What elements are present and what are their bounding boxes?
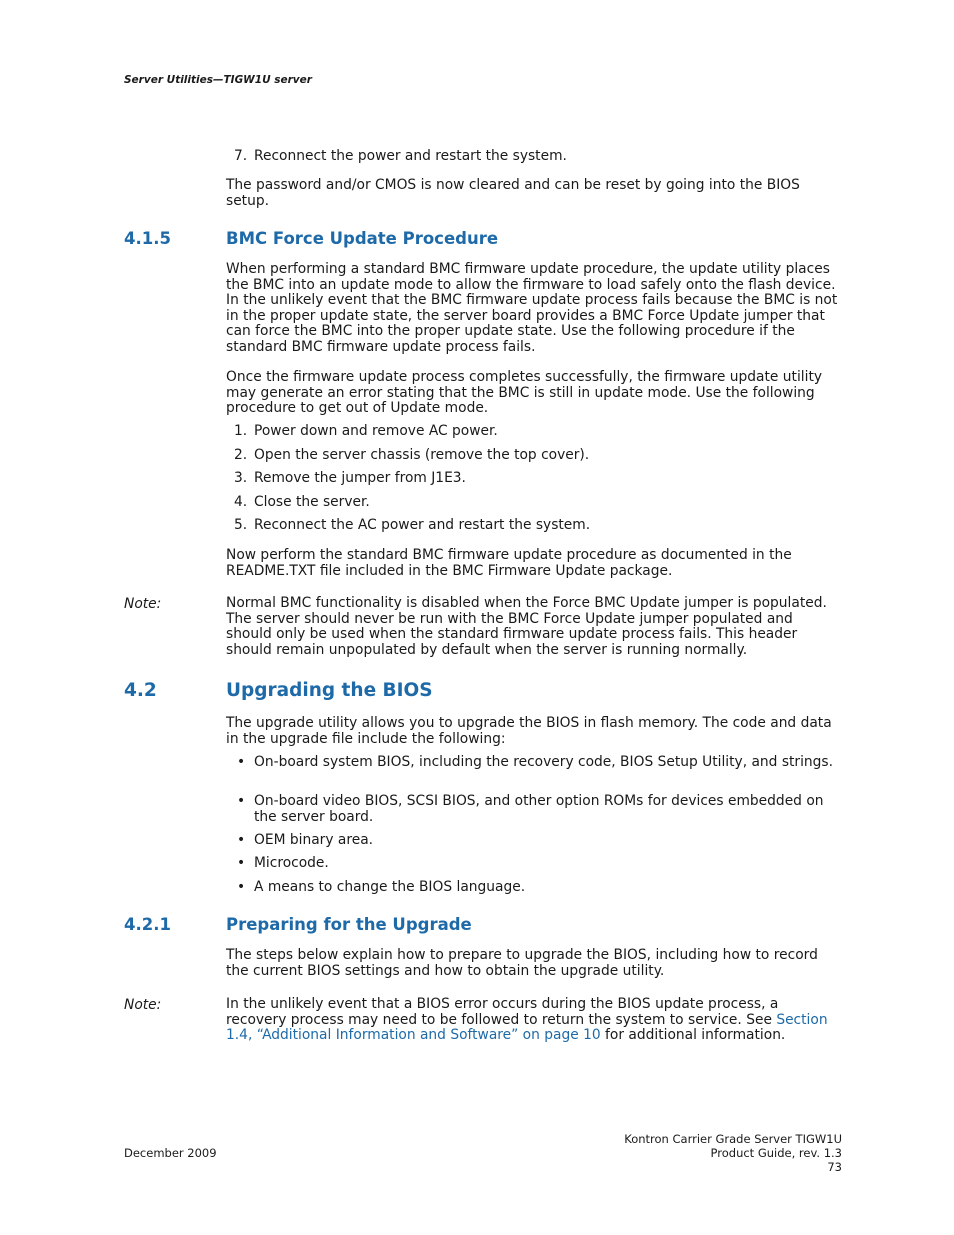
bullet: • <box>237 754 246 770</box>
paragraph: Now perform the standard BMC firmware update procedure as documented in the README.TXT file included in the BMC Firmware Update package. <box>226 547 792 579</box>
paragraph: When performing a standard BMC firmware update procedure, the update utility places the BMC into an update mode to allow the firmware to load safely onto the flash device. In the unlikely event that the BMC firmware update process fails because the BMC is not in the proper update state, the server board provides a BMC Force Update jumper that can force the BMC into the proper update state. Use the following procedure if the standard BMC firmware update process fails. <box>226 261 838 355</box>
step-number: 5. <box>234 517 248 533</box>
section-title: Preparing for the Upgrade <box>226 915 472 934</box>
step-number: 2. <box>234 447 248 463</box>
step-number: 3. <box>234 470 248 486</box>
step-text: Power down and remove AC power. <box>254 423 498 439</box>
note-label: Note: <box>124 596 162 612</box>
footer-date: December 2009 <box>124 1146 217 1160</box>
bullet-text: A means to change the BIOS language. <box>254 879 526 895</box>
cross-reference-link[interactable]: Section 1.4, “Additional Information and Software” on page 10 <box>226 1011 828 1044</box>
step-text: Reconnect the AC power and restart the system. <box>254 517 591 533</box>
note-text: Normal BMC functionality is disabled when the Force BMC Update jumper is populated. The server should never be run with the BMC Force Update jumper populated and should only be used when the standard firmware update process fails. This header should remain unpopulated by default when the server is running normally. <box>226 595 827 658</box>
footer-info <box>624 1132 842 1174</box>
bullet-text: OEM binary area. <box>254 832 374 848</box>
note-label: Note: <box>124 997 162 1013</box>
step-text: Open the server chassis (remove the top cover). <box>254 447 590 463</box>
paragraph: The password and/or CMOS is now cleared and can be reset by going into the BIOS setup. <box>226 177 800 209</box>
step-text: Remove the jumper from J1E3. <box>254 470 466 486</box>
footer-guide: Product Guide, rev. 1.3 <box>710 1146 842 1160</box>
step-number: 1. <box>234 423 248 439</box>
footer-product: Kontron Carrier Grade Server TIGW1U <box>624 1132 842 1146</box>
step-number: 4. <box>234 494 248 510</box>
section-number: 4.1.5 <box>124 229 171 248</box>
step-text: Reconnect the power and restart the system. <box>254 148 567 164</box>
bullet: • <box>237 879 246 895</box>
paragraph: The upgrade utility allows you to upgrade the BIOS in flash memory. The code and data in the upgrade file include the following: <box>226 715 832 747</box>
note-text-after: for additional information. <box>600 1027 786 1044</box>
bullet-text: On-board video BIOS, SCSI BIOS, and other option ROMs for devices embedded on the server board. <box>254 793 824 825</box>
bullet: • <box>237 793 246 809</box>
note-text <box>226 997 842 1044</box>
section-title: Upgrading the BIOS <box>226 680 433 701</box>
running-header: Server Utilities—TIGW1U server <box>124 74 312 86</box>
bullet-text: Microcode. <box>254 855 329 871</box>
step-number: 7. <box>234 148 248 164</box>
section-title: BMC Force Update Procedure <box>226 229 499 248</box>
section-number: 4.2.1 <box>124 915 171 934</box>
paragraph: Once the firmware update process completes successfully, the firmware update utility may generate an error stating that the BMC is still in update mode. Use the following procedure to get out of Update mode. <box>226 369 823 417</box>
step-text: Close the server. <box>254 494 370 510</box>
note-text-before: In the unlikely event that a BIOS error occurs during the BIOS update process, a recovery process may need to be followed to return the system to service. See <box>226 996 779 1028</box>
bullet: • <box>237 832 246 848</box>
section-number: 4.2 <box>124 680 157 701</box>
bullet: • <box>237 855 246 871</box>
page-number: 73 <box>827 1160 842 1174</box>
bullet-text: On-board system BIOS, including the recovery code, BIOS Setup Utility, and strings. <box>254 754 834 770</box>
paragraph: The steps below explain how to prepare to upgrade the BIOS, including how to record the current BIOS settings and how to obtain the upgrade utility. <box>226 947 818 979</box>
